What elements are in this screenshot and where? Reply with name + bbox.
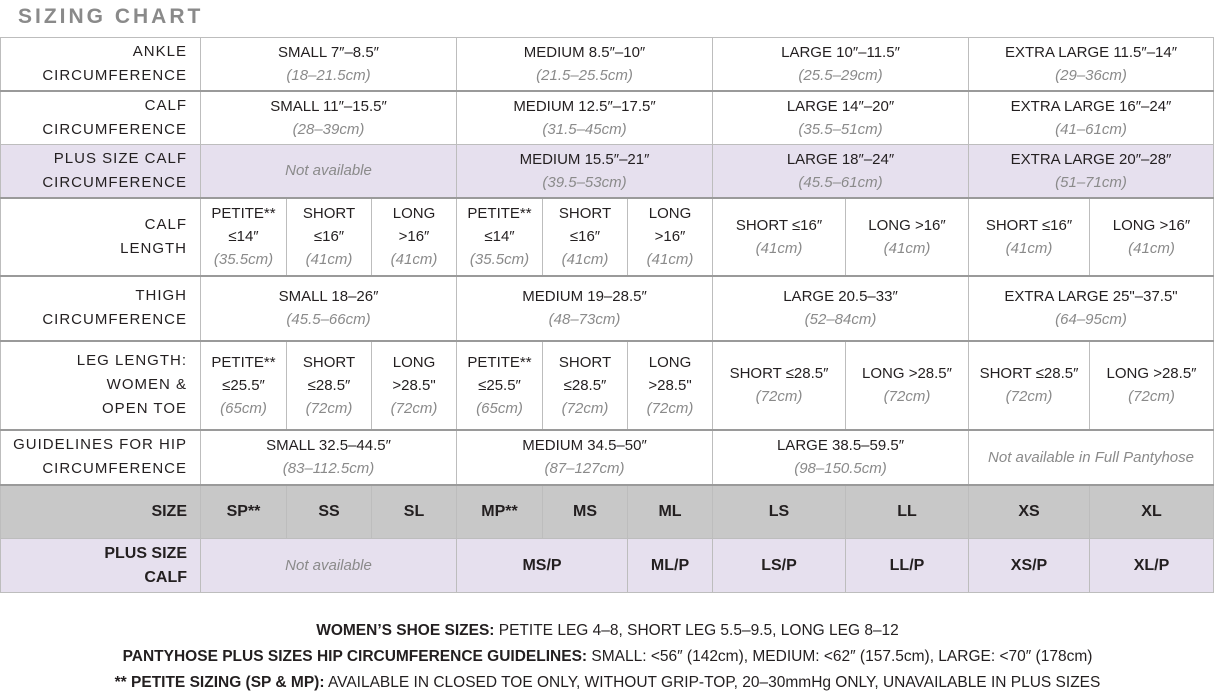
cell-medium: MEDIUM 19–28.5″ (48–73cm) [457, 276, 713, 341]
row-calf-length [1, 198, 1214, 276]
row-label: GUIDELINES FOR HIP CIRCUMFERENCE [1, 430, 201, 485]
cell-medium-petite: PETITE** ≤25.5″ (65cm) [457, 341, 543, 430]
size-code: ML/P [628, 539, 713, 593]
size-code: LL/P [846, 539, 969, 593]
size-code: MS [543, 485, 628, 539]
cell-medium-short: SHORT ≤16″ (41cm) [543, 198, 628, 276]
cell-medium: MEDIUM 34.5–50″ (87–127cm) [457, 430, 713, 485]
row-label: CALF LENGTH [1, 198, 201, 276]
row-plus-size-calf-circumference [1, 145, 1214, 198]
sizing-table [0, 37, 1214, 593]
row-label: CALF CIRCUMFERENCE [1, 91, 201, 145]
size-code: MP** [457, 485, 543, 539]
note-shoe-sizes: WOMEN’S SHOE SIZES: PETITE LEG 4–8, SHORT LEG 5.5–9.5, LONG LEG 8–12 [316, 622, 899, 639]
cell-medium-long: LONG >16″ (41cm) [628, 198, 713, 276]
row-thigh-circumference [1, 276, 1214, 341]
row-label: ANKLE CIRCUMFERENCE [1, 38, 201, 91]
cell-extra-large: EXTRA LARGE 20″–28″ (51–71cm) [969, 145, 1214, 198]
row-ankle-circumference [1, 38, 1214, 91]
row-label: LEG LENGTH: WOMEN & OPEN TOE [1, 341, 201, 430]
cell-medium-petite: PETITE** ≤14″ (35.5cm) [457, 198, 543, 276]
cell-large-long: LONG >28.5″ (72cm) [846, 341, 969, 430]
row-hip-circumference [1, 430, 1214, 485]
size-code: MS/P [457, 539, 628, 593]
size-code: SL [372, 485, 457, 539]
cell-extra-large: EXTRA LARGE 11.5″–14″ (29–36cm) [969, 38, 1214, 91]
cell-extra-large: EXTRA LARGE 16″–24″ (41–61cm) [969, 91, 1214, 145]
cell-small-petite: PETITE** ≤14″ (35.5cm) [201, 198, 287, 276]
cell-small-petite: PETITE** ≤25.5″ (65cm) [201, 341, 287, 430]
cell-medium: MEDIUM 12.5″–17.5″ (31.5–45cm) [457, 91, 713, 145]
row-label: PLUS SIZE CALF CIRCUMFERENCE [1, 145, 201, 198]
size-code: LS [713, 485, 846, 539]
size-code: XL [1090, 485, 1214, 539]
cell-not-available: Not available [201, 539, 457, 593]
cell-extra-large-long: LONG >28.5″ (72cm) [1090, 341, 1214, 430]
cell-large: LARGE 14″–20″ (35.5–51cm) [713, 91, 969, 145]
cell-large-short: SHORT ≤16″ (41cm) [713, 198, 846, 276]
cell-medium: MEDIUM 15.5″–21″ (39.5–53cm) [457, 145, 713, 198]
cell-large: LARGE 38.5–59.5″ (98–150.5cm) [713, 430, 969, 485]
cell-medium: MEDIUM 8.5″–10″ (21.5–25.5cm) [457, 38, 713, 91]
cell-medium-long: LONG >28.5" (72cm) [628, 341, 713, 430]
cell-small-long: LONG >28.5" (72cm) [372, 341, 457, 430]
size-code: SP** [201, 485, 287, 539]
cell-small: SMALL 18–26″ (45.5–66cm) [201, 276, 457, 341]
cell-medium-short: SHORT ≤28.5″ (72cm) [543, 341, 628, 430]
cell-extra-large-short: SHORT ≤16″ (41cm) [969, 198, 1090, 276]
row-label: PLUS SIZE CALF [1, 539, 201, 593]
cell-large-long: LONG >16″ (41cm) [846, 198, 969, 276]
cell-small-short: SHORT ≤28.5″ (72cm) [287, 341, 372, 430]
cell-extra-large-long: LONG >16″ (41cm) [1090, 198, 1214, 276]
size-code: SS [287, 485, 372, 539]
row-label: SIZE [1, 485, 201, 539]
row-leg-length [1, 341, 1214, 430]
row-plus-size-codes [1, 539, 1214, 593]
cell-small-short: SHORT ≤16″ (41cm) [287, 198, 372, 276]
size-code: XS/P [969, 539, 1090, 593]
size-code: LS/P [713, 539, 846, 593]
cell-small: SMALL 11″–15.5″ (28–39cm) [201, 91, 457, 145]
size-code: XL/P [1090, 539, 1214, 593]
note-pantyhose-plus-sizes: PANTYHOSE PLUS SIZES HIP CIRCUMFERENCE GUIDELINES: SMALL: <56″ (142cm), MEDIUM: <62″ (157.5cm), LARGE: <70″ (178cm) [122, 648, 1093, 665]
cell-extra-large: EXTRA LARGE 25"–37.5" (64–95cm) [969, 276, 1214, 341]
cell-not-available: Not available in Full Pantyhose [969, 430, 1214, 485]
row-calf-circumference [1, 91, 1214, 145]
size-code: ML [628, 485, 713, 539]
cell-large: LARGE 20.5–33″ (52–84cm) [713, 276, 969, 341]
size-code: LL [846, 485, 969, 539]
chart-title: SIZING CHART [18, 5, 204, 28]
row-label: THIGH CIRCUMFERENCE [1, 276, 201, 341]
cell-not-available: Not available [201, 145, 457, 198]
cell-large-short: SHORT ≤28.5″ (72cm) [713, 341, 846, 430]
row-size-codes [1, 485, 1214, 539]
note-petite-sizing: ** PETITE SIZING (SP & MP): AVAILABLE IN CLOSED TOE ONLY, WITHOUT GRIP-TOP, 20–30mmHg ONLY, UNAVAILABLE IN PLUS SIZES [114, 674, 1101, 691]
cell-small: SMALL 32.5–44.5″ (83–112.5cm) [201, 430, 457, 485]
cell-small-long: LONG >16″ (41cm) [372, 198, 457, 276]
footnotes [0, 618, 1215, 696]
cell-extra-large-short: SHORT ≤28.5″ (72cm) [969, 341, 1090, 430]
cell-large: LARGE 10″–11.5″ (25.5–29cm) [713, 38, 969, 91]
cell-small: SMALL 7″–8.5″ (18–21.5cm) [201, 38, 457, 91]
size-code: XS [969, 485, 1090, 539]
cell-large: LARGE 18″–24″ (45.5–61cm) [713, 145, 969, 198]
